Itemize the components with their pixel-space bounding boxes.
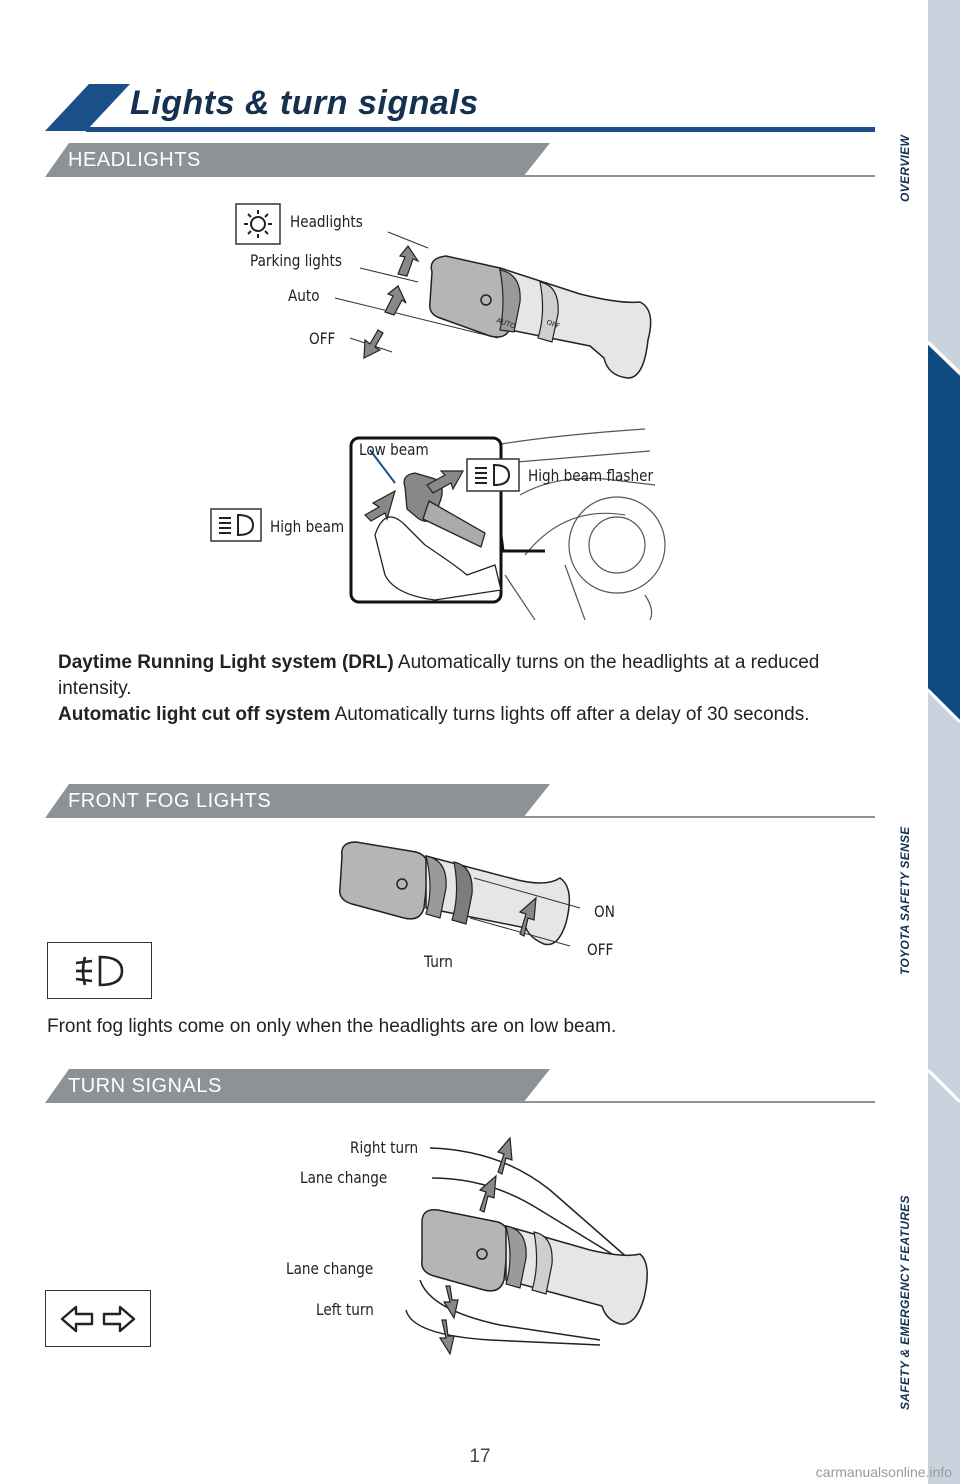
section-header-turn-signals: TURN SIGNALS xyxy=(68,1075,222,1097)
watermark: carmanualsonline.info xyxy=(815,1464,952,1480)
label-headlights: Headlights xyxy=(290,212,363,231)
label-high-beam-flasher: High beam flasher xyxy=(528,466,654,485)
label-right-turn: Right turn xyxy=(350,1138,419,1157)
cutoff-text: Automatically turns lights off after a delay of 30 seconds. xyxy=(330,704,810,725)
page-number: 17 xyxy=(469,1446,491,1467)
label-fog-off: OFF xyxy=(587,940,614,959)
drl-paragraph xyxy=(58,650,868,728)
drl-title: Daytime Running Light system (DRL) xyxy=(58,652,394,673)
turn-signal-arrows-icon xyxy=(58,1301,138,1337)
label-fog-on: ON xyxy=(594,902,615,921)
side-tab-toyota-safety-sense[interactable]: TOYOTA SAFETY SENSE xyxy=(898,826,912,975)
page-title: Lights & turn signals xyxy=(130,84,479,122)
headlight-stalk-diagram xyxy=(200,190,670,390)
side-tab-strip xyxy=(928,0,960,1484)
fog-light-indicator xyxy=(47,942,152,999)
label-fog-turn: Turn xyxy=(424,952,453,971)
label-lane-change-down: Lane change xyxy=(286,1259,374,1278)
turn-signal-indicator xyxy=(45,1290,151,1347)
side-tab-features-operations[interactable]: FEATURES & OPERATIONS xyxy=(898,456,912,620)
label-high-beam: High beam xyxy=(270,517,345,536)
section-header-headlights: HEADLIGHTS xyxy=(68,149,201,171)
section-header-front-fog: FRONT FOG LIGHTS xyxy=(68,790,272,812)
fog-note: Front fog lights come on only when the headlights are on low beam. xyxy=(47,1016,617,1037)
label-left-turn: Left turn xyxy=(316,1300,374,1319)
label-lane-change-up: Lane change xyxy=(300,1168,388,1187)
side-tab-overview[interactable]: OVERVIEW xyxy=(898,134,912,202)
label-low-beam: Low beam xyxy=(359,440,429,459)
fog-light-icon xyxy=(70,951,130,991)
cutoff-title: Automatic light cut off system xyxy=(58,704,331,725)
drl-text: Automatically turns on the headlights at a reduced intensity. xyxy=(58,652,820,699)
svg-text:OFF: OFF xyxy=(545,318,561,331)
turn-stalk-diagram xyxy=(400,1130,660,1360)
side-tab-safety-emergency[interactable]: SAFETY & EMERGENCY FEATURES xyxy=(898,1195,912,1410)
label-auto: Auto xyxy=(288,286,320,305)
label-parking-lights: Parking lights xyxy=(250,251,342,270)
label-off: OFF xyxy=(309,329,336,348)
svg-text:AUTO: AUTO xyxy=(495,316,517,331)
